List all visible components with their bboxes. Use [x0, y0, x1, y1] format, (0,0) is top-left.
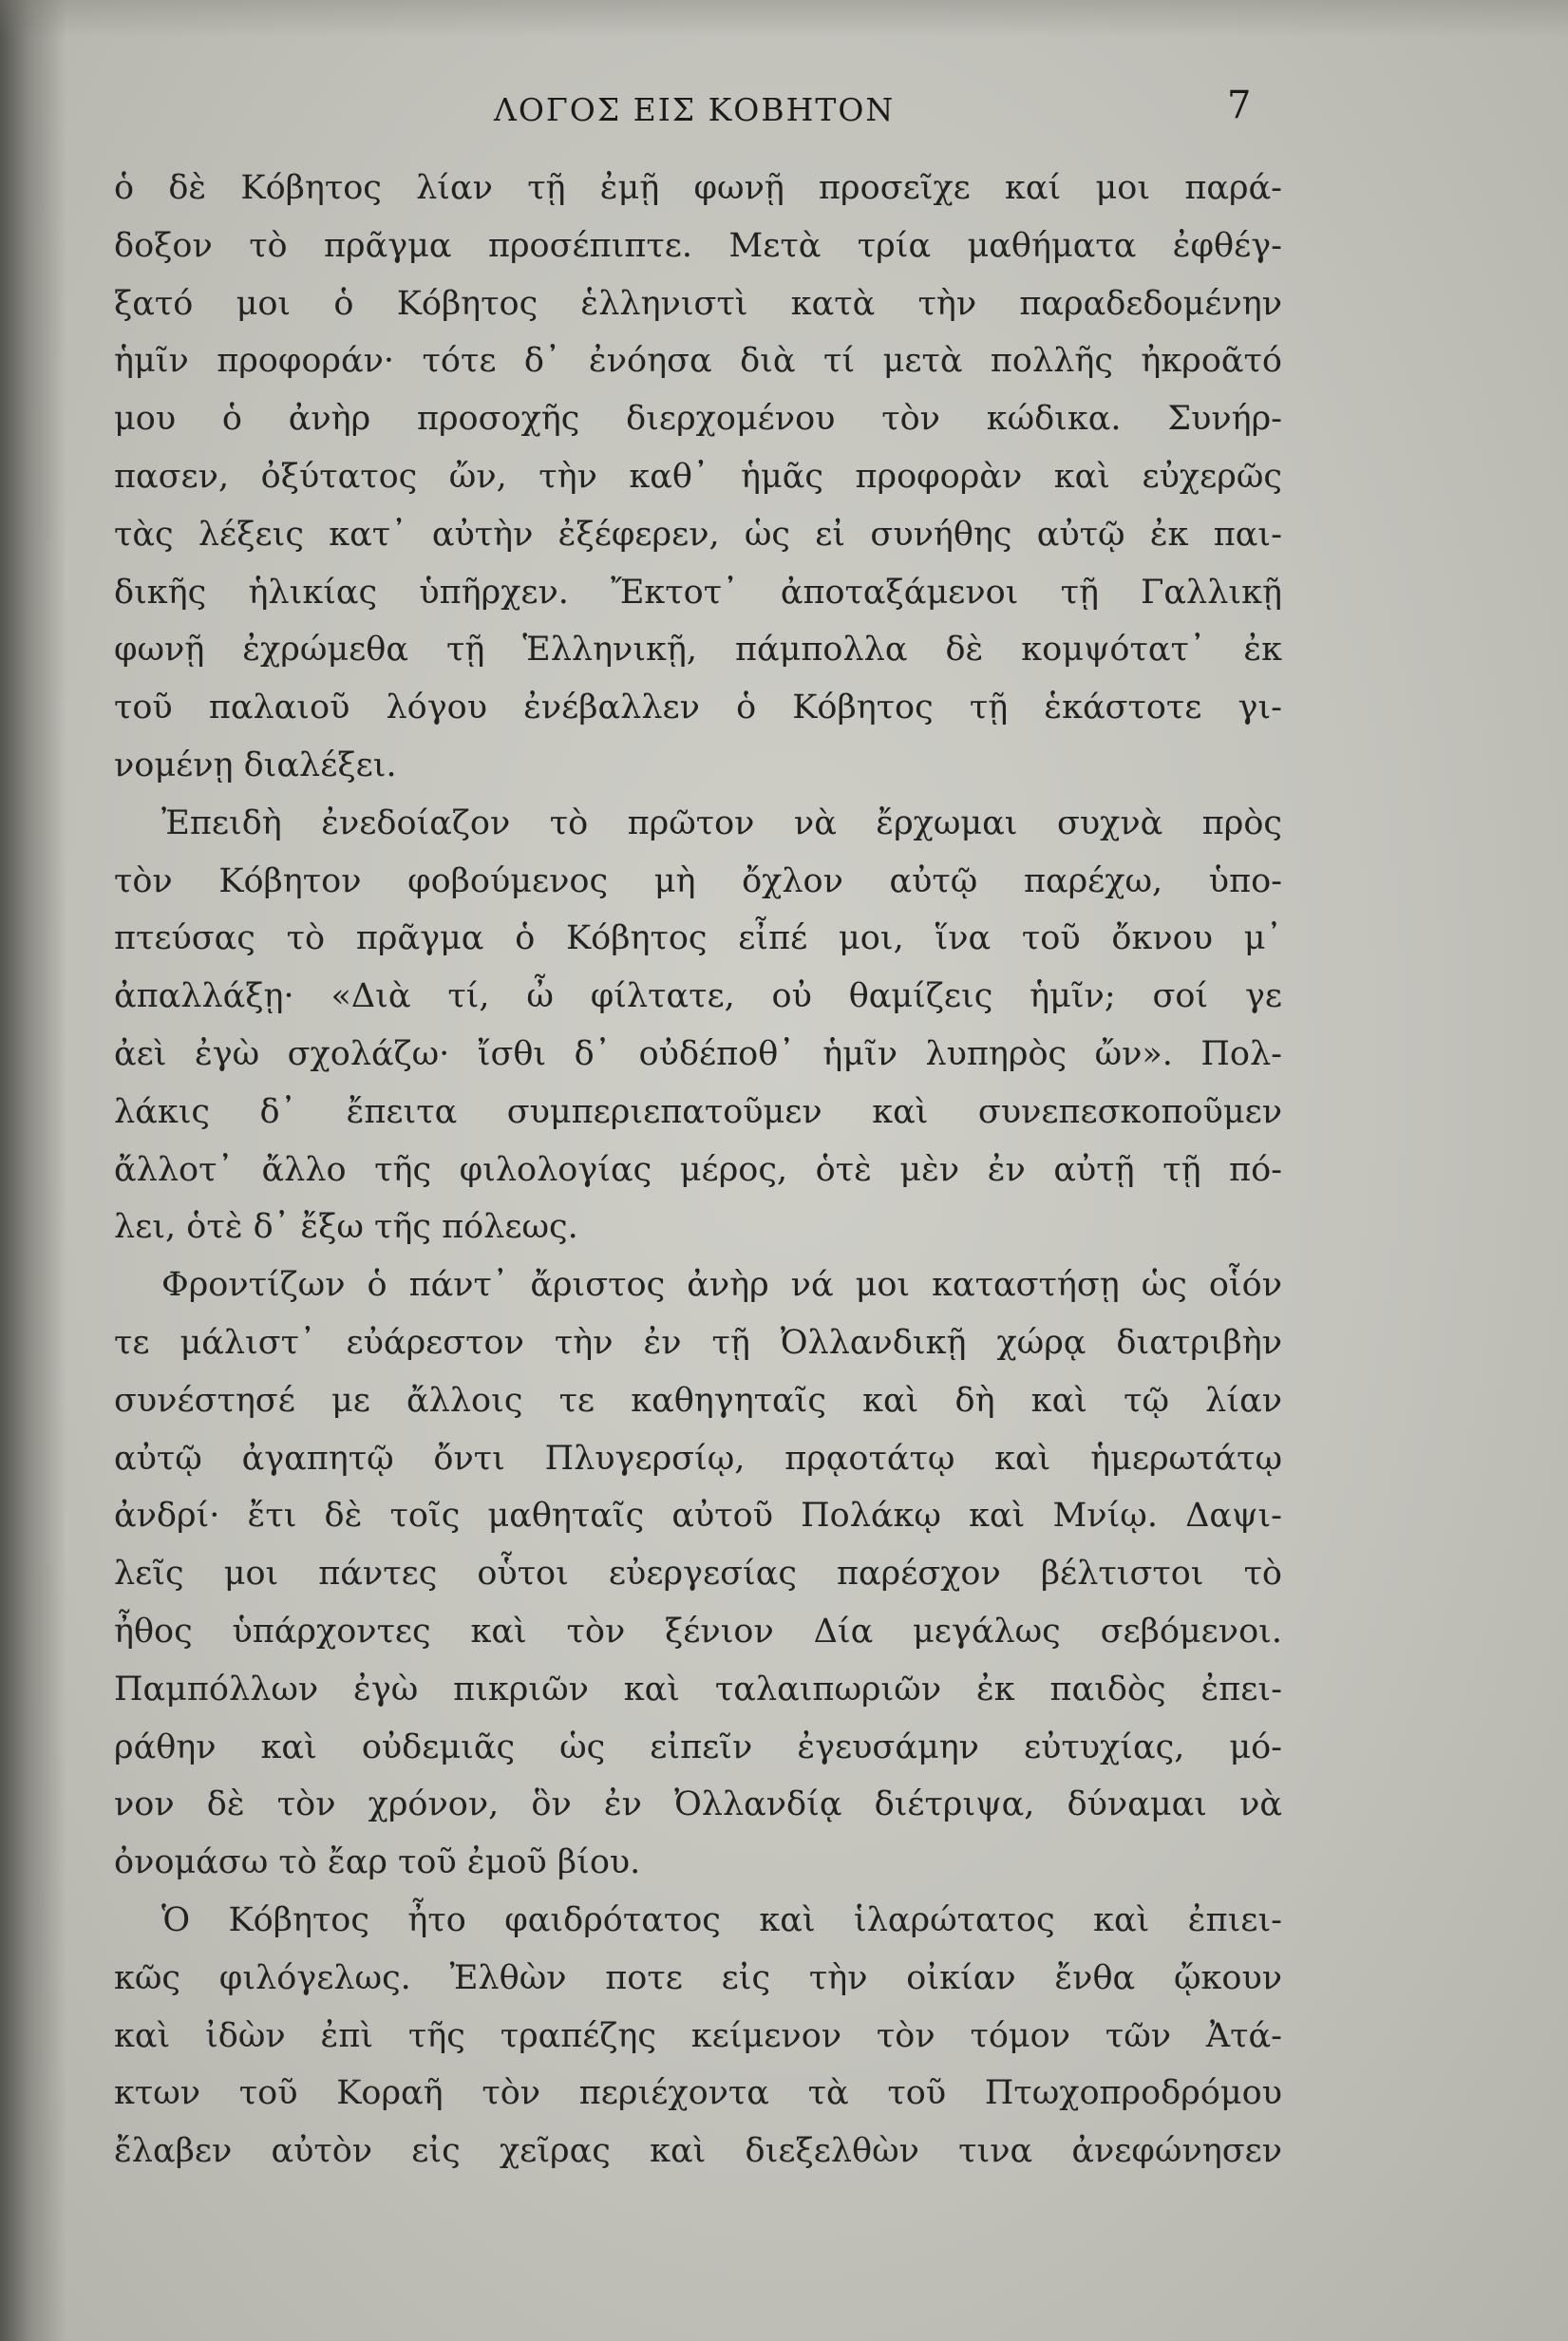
text-line: ἀνδρί· ἔτι δὲ τοῖς μαθηταῖς αὐτοῦ Πολάκῳ καὶ Μνίῳ. Δαψι- — [114, 1497, 1282, 1536]
text-line: ὀνομάσω τὸ ἔαρ τοῦ ἐμοῦ βίου. — [114, 1843, 641, 1882]
text-line: τε μάλιστ᾽ εὐάρεστον τὴν ἐν τῇ Ὀλλανδικῇ χώρᾳ διατριβὴν — [114, 1323, 1282, 1362]
text-line: δοξον τὸ πρᾶγμα προσέπιπτε. Μετὰ τρία μαθήματα ἐφθέγ- — [114, 226, 1282, 265]
text-line: δικῆς ἡλικίας ὑπῆρχεν. Ἔκτοτ᾽ ἀποταξάμενοι τῇ Γαλλικῇ — [114, 573, 1282, 612]
text-line: λεῖς μοι πάντες οὗτοι εὐεργεσίας παρέσχον βέλτιστοι τὸ — [114, 1555, 1282, 1594]
text-line: ἦθος ὑπάρχοντες καὶ τὸν ξένιον Δία μεγάλως σεβόμενοι. — [114, 1612, 1282, 1651]
text-line: Ἐπειδὴ ἐνεδοίαζον τὸ πρῶτον νὰ ἔρχωμαι συχνὰ πρὸς — [161, 803, 1282, 842]
text-line: μου ὁ ἀνὴρ προσοχῆς διερχομένου τὸν κώδικα. Συνήρ- — [114, 400, 1282, 439]
text-line: Παμπόλλων ἐγὼ πικριῶν καὶ ταλαιπωριῶν ἐκ παιδὸς ἐπει- — [114, 1670, 1282, 1709]
text-line: Ὁ Κόβητος ἦτο φαιδρότατος καὶ ἱλαρώτατος καὶ ἐπιει- — [161, 1900, 1282, 1939]
text-line: πτεύσας τὸ πρᾶγμα ὁ Κόβητος εἶπέ μοι, ἵνα τοῦ ὄκνου μ᾽ — [114, 919, 1282, 958]
binding-shadow — [0, 0, 66, 2341]
text-line: κτων τοῦ Κοραῆ τὸν περιέχοντα τὰ τοῦ Πτωχοπροδρόμου — [114, 2074, 1282, 2113]
text-line: καὶ ἰδὼν ἐπὶ τῆς τραπέζης κείμενον τὸν τόμον τῶν Ἀτά- — [114, 2016, 1282, 2055]
text-line: ξατό μοι ὁ Κόβητος ἑλληνιστὶ κατὰ τὴν παραδεδομένην — [114, 284, 1282, 323]
text-line: τοῦ παλαιοῦ λόγου ἐνέβαλλεν ὁ Κόβητος τῇ ἑκάστοτε γι- — [114, 689, 1282, 727]
text-line: πασεν, ὀξύτατος ὤν, τὴν καθ᾽ ἡμᾶς προφορὰν καὶ εὐχερῶς — [114, 457, 1282, 496]
text-line: ὁ δὲ Κόβητος λίαν τῇ ἐμῇ φωνῇ προσεῖχε καί μοι παρά- — [114, 169, 1282, 207]
text-line: λει, ὁτὲ δ᾽ ἔξω τῆς πόλεως. — [114, 1208, 578, 1247]
text-line: ἔλαβεν αὐτὸν εἰς χεῖρας καὶ διεξελθὼν τινα ἀνεφώνησεν — [114, 2132, 1282, 2171]
text-line: λάκις δ᾽ ἔπειτα συμπεριεπατοῦμεν καὶ συνεπεσκοποῦμεν — [114, 1092, 1282, 1131]
text-line: Φροντίζων ὁ πάντ᾽ ἄριστος ἀνὴρ νά μοι καταστήσῃ ὡς οἷόν — [161, 1266, 1282, 1305]
text-line: ἀπαλλάξῃ· «Διὰ τί, ὦ φίλτατε, οὐ θαμίζεις ἡμῖν; σοί γε — [114, 977, 1282, 1016]
text-line: ἄλλοτ᾽ ἄλλο τῆς φιλολογίας μέρος, ὁτὲ μὲν ἐν αὐτῇ τῇ πό- — [114, 1150, 1282, 1189]
text-line: τὸν Κόβητον φοβούμενος μὴ ὄχλον αὐτῷ παρέχω, ὑπο- — [114, 861, 1282, 900]
text-line: ἀεὶ ἐγὼ σχολάζω· ἴσθι δ᾽ οὐδέποθ᾽ ἡμῖν λυπηρὸς ὤν». Πολ- — [114, 1034, 1282, 1073]
text-line: αὐτῷ ἀγαπητῷ ὄντι Πλυγερσίῳ, πρᾳοτάτῳ καὶ ἡμερωτάτῳ — [114, 1439, 1282, 1478]
text-line: νομένῃ διαλέξει. — [114, 746, 397, 784]
body-text — [114, 160, 1282, 2181]
text-line: νον δὲ τὸν χρόνον, ὃν ἐν Ὀλλανδίᾳ διέτριψα, δύναμαι νὰ — [114, 1785, 1282, 1824]
text-line: κῶς φιλόγελως. Ἐλθὼν ποτε εἰς τὴν οἰκίαν ἔνθα ᾤκουν — [114, 1958, 1282, 1997]
text-line: ἡμῖν προφοράν· τότε δ᾽ ἐνόησα διὰ τί μετὰ πολλῆς ἠκροᾶτό — [114, 342, 1282, 381]
text-line: συνέστησέ με ἄλλοις τε καθηγηταῖς καὶ δὴ καὶ τῷ λίαν — [114, 1381, 1282, 1420]
text-line: ράθην καὶ οὐδεμιᾶς ὡς εἰπεῖν ἐγευσάμην εὐτυχίας, μό- — [114, 1727, 1282, 1766]
running-title: ΛΟΓΟΣ ΕΙΣ ΚΟΒΗΤΟΝ — [494, 91, 896, 128]
page-number: 7 — [1227, 84, 1252, 127]
top-edge-shadow — [0, 0, 1568, 38]
text-line: τὰς λέξεις κατ᾽ αὐτὴν ἐξέφερεν, ὡς εἰ συνήθης αὐτῷ ἐκ παι- — [114, 515, 1282, 554]
text-line: φωνῇ ἐχρώμεθα τῇ Ἑλληνικῇ, πάμπολλα δὲ κομψότατ᾽ ἐκ — [114, 631, 1282, 670]
running-head — [0, 84, 1568, 139]
